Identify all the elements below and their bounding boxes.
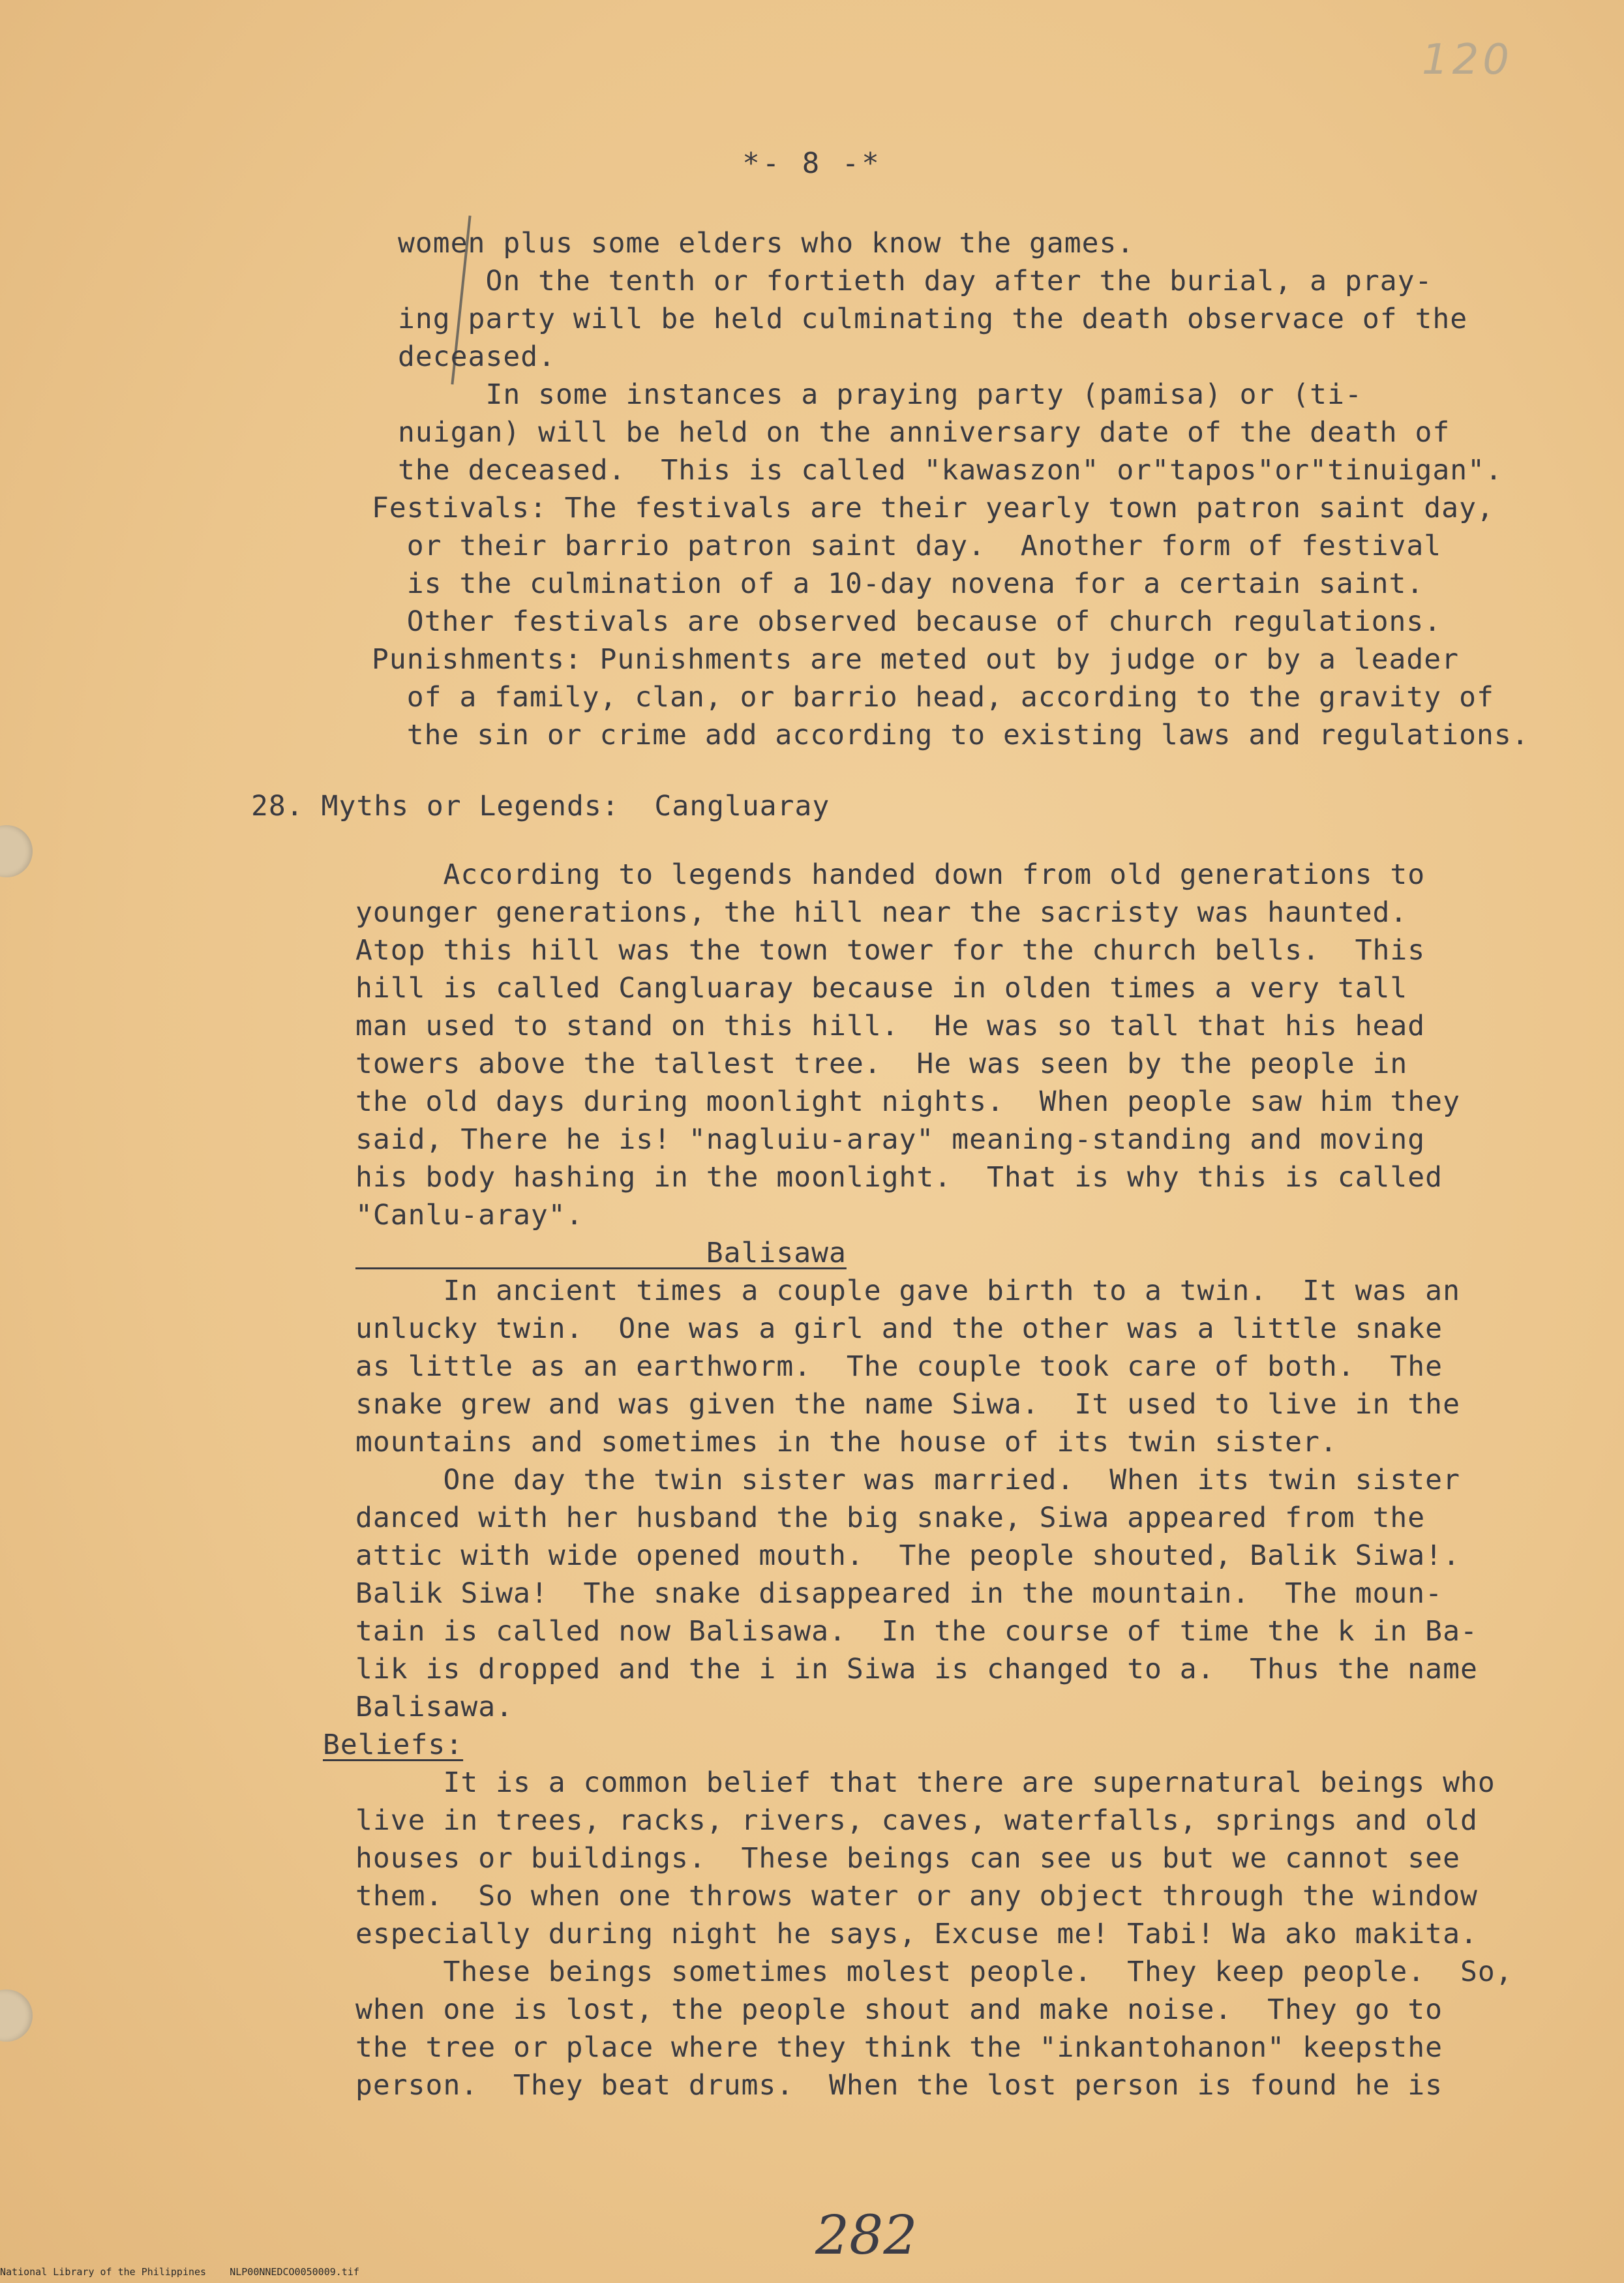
text-line: Balisawa. xyxy=(355,1691,513,1723)
text-line: towers above the tallest tree. He was seen by the people in xyxy=(355,1048,1408,1080)
text-line: his body hashing in the moonlight. That is why this is called xyxy=(355,1161,1443,1194)
text-line: In some instances a praying party (pamisa) or (ti- xyxy=(398,378,1362,411)
text-line: the sin or crime add according to existing laws and regulations. xyxy=(372,719,1529,751)
text-line: as little as an earthworm. The couple took care of both. The xyxy=(355,1350,1443,1383)
text-line: person. They beat drums. When the lost person is found he is xyxy=(355,2069,1443,2102)
text-line: said, There he is! "nagluiu-aray" meaning-standing and moving xyxy=(355,1123,1426,1156)
text-line: especially during night he says, Excuse me! Tabi! Wa ako makita. xyxy=(355,1918,1478,1950)
text-line: is the culmination of a 10-day novena for a certain saint. xyxy=(372,567,1424,600)
section-myths-legends: 28. Myths or Legends: Cangluaray xyxy=(251,790,830,823)
text-line: Other festivals are observed because of church regulations. xyxy=(372,605,1442,638)
text-line: "Canlu-aray". xyxy=(355,1199,584,1232)
text-line: the old days during moonlight nights. When people saw him they xyxy=(355,1085,1460,1118)
text-line: It is a common belief that there are supernatural beings who xyxy=(355,1766,1496,1799)
text-line: them. So when one throws water or any object through the window xyxy=(355,1880,1478,1913)
text-line: According to legends handed down from old generations to xyxy=(355,858,1426,891)
section-beliefs: Beliefs: xyxy=(323,1729,464,1761)
text-line: tain is called now Balisawa. In the course of time the k in Ba- xyxy=(355,1615,1478,1648)
text-line: ing party will be held culminating the death observace of the xyxy=(398,303,1468,335)
text-line: On the tenth or fortieth day after the burial, a pray- xyxy=(398,265,1433,297)
text-line: women plus some elders who know the games. xyxy=(398,227,1135,260)
text-line: or their barrio patron saint day. Another form of festival xyxy=(372,530,1442,562)
section-festivals: Festivals: The festivals are their yearly town patron saint day, xyxy=(372,492,1494,524)
text-line: attic with wide opened mouth. The people shouted, Balik Siwa!. xyxy=(355,1539,1460,1572)
text-line: In ancient times a couple gave birth to a twin. It was an xyxy=(355,1275,1460,1307)
text-line: danced with her husband the big snake, Siwa appeared from the xyxy=(355,1502,1426,1534)
text-line: the tree or place where they think the "inkantohanon" keepsthe xyxy=(355,2031,1443,2064)
text-line: younger generations, the hill near the sacristy was haunted. xyxy=(355,896,1408,929)
archive-footer: National Library of the Philippines NLP00NNEDCO0050009.tif xyxy=(0,2266,359,2278)
binding-hole xyxy=(0,1989,33,2042)
text-line: Balik Siwa! The snake disappeared in the mountain. The moun- xyxy=(355,1577,1443,1610)
text-line: nuigan) will be held on the anniversary date of the death of xyxy=(398,416,1451,449)
text-line: the deceased. This is called "kawaszon" or"tapos"or"tinuigan". xyxy=(398,454,1503,487)
text-line: These beings sometimes molest people. They keep people. So, xyxy=(355,1956,1513,1988)
legend-title-balisawa: Balisawa xyxy=(355,1237,847,1269)
text-line: unlucky twin. One was a girl and the other was a little snake xyxy=(355,1312,1443,1345)
text-line: deceased. xyxy=(398,340,556,373)
text-line: man used to stand on this hill. He was so tall that his head xyxy=(355,1010,1426,1042)
text-line: One day the twin sister was married. When its twin sister xyxy=(355,1464,1460,1496)
text-line: live in trees, racks, rivers, caves, waterfalls, springs and old xyxy=(355,1804,1478,1837)
text-line: hill is called Cangluaray because in olden times a very tall xyxy=(355,972,1408,1005)
handwritten-page-number: 282 xyxy=(815,2205,918,2267)
text-line: lik is dropped and the i in Siwa is changed to a. Thus the name xyxy=(355,1653,1478,1686)
text-line: of a family, clan, or barrio head, according to the gravity of xyxy=(372,681,1494,714)
binding-hole xyxy=(0,825,33,877)
page-header: *- 8 -* xyxy=(742,147,882,180)
text-line: mountains and sometimes in the house of its twin sister. xyxy=(355,1426,1338,1459)
text-line: when one is lost, the people shout and make noise. They go to xyxy=(355,1993,1443,2026)
text-line: snake grew and was given the name Siwa. It used to live in the xyxy=(355,1388,1460,1421)
text-line: Atop this hill was the town tower for the church bells. This xyxy=(355,934,1426,967)
stamp-number: 120 xyxy=(1421,36,1513,84)
text-line: houses or buildings. These beings can see us but we cannot see xyxy=(355,1842,1460,1875)
section-punishments: Punishments: Punishments are meted out by judge or by a leader xyxy=(372,643,1460,676)
